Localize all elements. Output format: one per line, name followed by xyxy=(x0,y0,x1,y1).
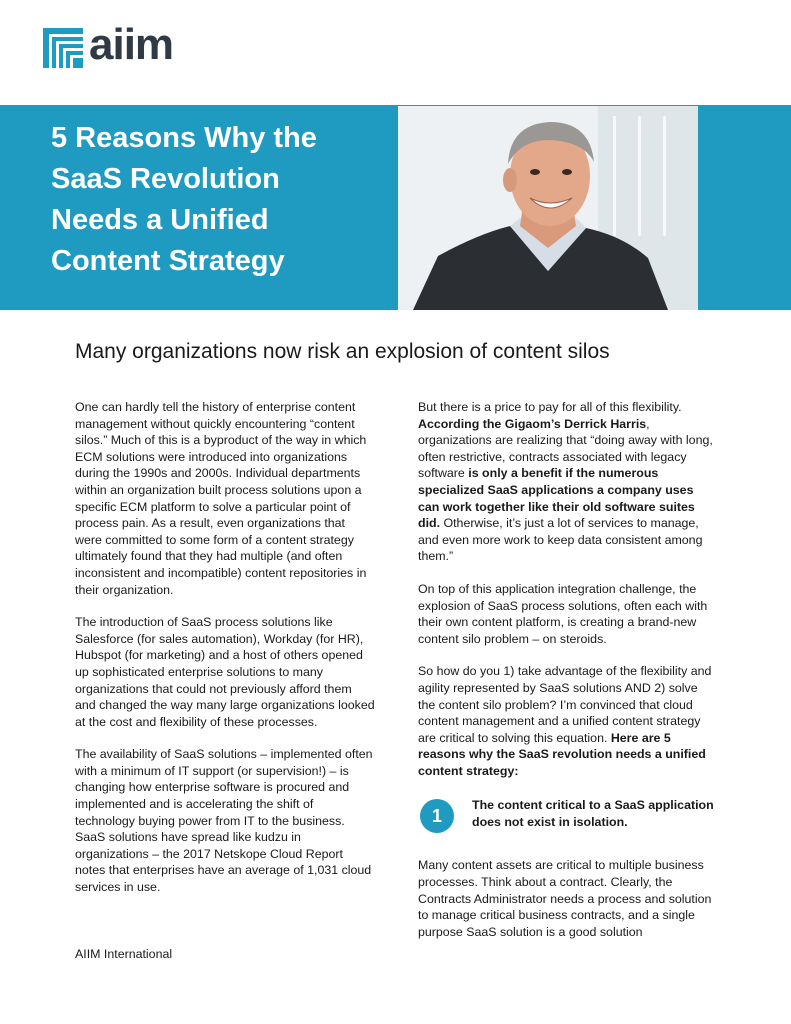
title-line: Content Strategy xyxy=(51,245,285,277)
paragraph-text: So how do you 1) take advantage of the flexibility and agility represented by SaaS solutions AND 2) solve the content silo problem? I’m convinced that cloud content management and a unified content strategy are critical to solving this equation. xyxy=(418,664,712,745)
left-column xyxy=(75,399,375,912)
title-line: SaaS Revolution xyxy=(51,163,280,195)
reason-callout xyxy=(418,795,718,841)
paragraph-text: , organizations are realizing that “doing away with long, often restrictive, contracts associated with legacy software xyxy=(418,416,713,481)
reason-heading: The content critical to a SaaS application does not exist in isolation. xyxy=(472,798,714,830)
right-column xyxy=(418,399,718,956)
paragraph xyxy=(418,399,718,565)
gigaom-link[interactable]: According the Gigaom’s Derrick Harris xyxy=(418,416,647,431)
bold-intro: Here are 5 reasons why the SaaS revolution needs a unified content strategy: xyxy=(418,730,706,778)
paragraph: The introduction of SaaS process solutions like Salesforce (for sales automation), Workday (for HR), Hubspot (for marketing) and a host of others opened up sophisticated enterprise solutions to many organizations that could not previously afford them and changed the way many large organizations looked at the cost and flexibility of these processes. xyxy=(75,615,375,729)
paragraph-text: Otherwise, it’s just a lot of services to manage, and even more work to keep data consistent among them.” xyxy=(418,516,703,564)
title-line: 5 Reasons Why the xyxy=(51,122,317,154)
title-line: Needs a Unified xyxy=(51,204,269,236)
paragraph xyxy=(418,663,718,779)
paragraph: Many content assets are critical to multiple business processes. Think about a contract. Clearly, the Contracts Administrator needs a process and solution to manage critical business contracts, and a single purpose SaaS solution is a good solution xyxy=(418,858,712,939)
paragraph-text: But there is a price to pay for all of this flexibility. xyxy=(418,400,682,414)
aiim-logo-mark-icon xyxy=(43,28,83,68)
page-title xyxy=(51,118,381,282)
paragraph: The availability of SaaS solutions – implemented often with a minimum of IT support (or supervision!) – is changing how enterprise software is procured and implemented and is accelerating the shift of technology buying power from IT to the business. SaaS solutions have spread like kudzu in organizations – the 2017 Netskope Cloud Report notes that enterprises have an average of 1,031 cloud services in use. xyxy=(75,747,373,895)
logo-text: aiim xyxy=(89,20,174,69)
paragraph: One can hardly tell the history of enterprise content management without quickly encountering “content silos.” Much of this is a byproduct of the way in which ECM solutions were introduced into organizations during the 1990s and 2000s. Individual departments within an organization built process solutions upon a specific ECM platform to solve a particular point of process pain. As a result, even organizations that were committed to some form of a content strategy ultimately found that they had multiple (and often inconsistent and incompatible) content repositories in their organization. xyxy=(75,400,367,597)
bold-quote: is only a benefit if the numerous specialized SaaS applications a company uses can work together like their old software suites did. xyxy=(418,466,695,531)
portrait-illustration xyxy=(398,106,698,310)
paragraph: On top of this application integration challenge, the explosion of SaaS process solutions, often each with their own content platform, is creating a brand-new content silo problem – on steroids. xyxy=(418,581,708,646)
aiim-logo xyxy=(43,20,183,69)
portrait-photo xyxy=(398,106,698,310)
reason-number-badge: 1 xyxy=(420,799,454,833)
section-subtitle: Many organizations now risk an explosion of content silos xyxy=(75,340,610,363)
footer-text: AIIM International xyxy=(75,947,173,961)
